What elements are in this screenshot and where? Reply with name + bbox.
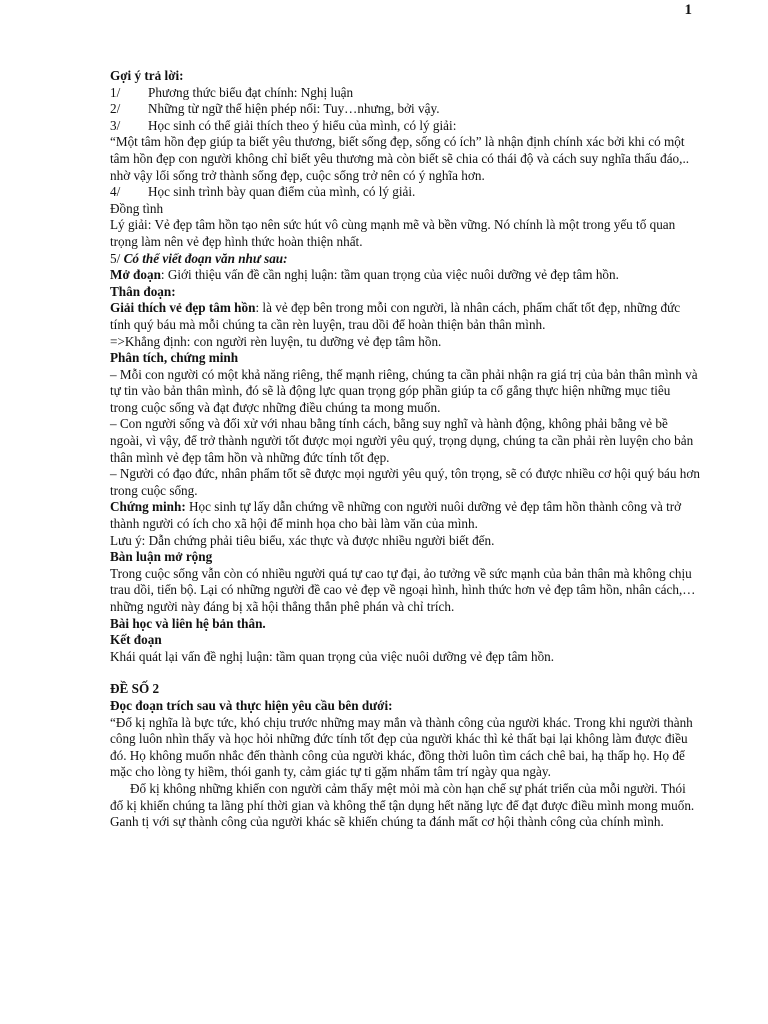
item-number: 3/ (110, 117, 121, 133)
analysis-point: – Mỗi con người có một khả năng riêng, thế mạnh riêng, chúng ta cần phải nhận ra giá trị của bản thân mình và tự tin vào bản thân mình, đó sẽ là động lực quan trọng góp phần giúp ta cố gắng thực hiện những mục tiêu trong cuộc sống và đạt được những điều chúng ta mong muốn. (110, 366, 698, 415)
item5-number: 5/ (110, 250, 121, 266)
discuss-paragraph: Trong cuộc sống vẫn còn có nhiều người quá tự cao tự đại, ảo tưởng về sức mạnh của bản thân mà không chịu trau dồi, tiến bộ. Lại có những người đề cao vẻ đẹp về ngoại hình, hình thức hơn vẻ đẹp tâm hồn, nhân cách,… những người này đáng bị xã hội thẳng thắn phê phán và chỉ trích. (110, 565, 696, 614)
item-number: 2/ (110, 101, 121, 117)
item-text: Phương thức biểu đạt chính: Nghị luận (148, 84, 354, 100)
hint-heading: Gợi ý trả lời: (110, 68, 184, 83)
agree-text: Đồng tình (110, 200, 164, 216)
analysis-point: – Người có đạo đức, nhân phẩm tốt sẽ được mọi người yêu quý, tôn trọng, sẽ có được nhiều cơ hội quý báu hơn trong cuộc sống. (110, 466, 700, 498)
proof-label: Chứng minh: (110, 499, 186, 515)
exam2-instruction: Đọc đoạn trích sau và thực hiện yêu cầu bên dưới: (110, 697, 393, 713)
item-number: 1/ (110, 84, 121, 100)
proof-line (110, 499, 700, 532)
document-body (110, 68, 700, 831)
analysis-point: – Con người sống và đối xử với nhau bằng tính cách, bằng suy nghĩ và hành động, không phải bằng vẻ bề ngoài, vì vậy, để trở thành người tốt được mọi người yêu quý, trọng dụng, chúng ta cần phải rèn luyện cho bản thân mình vẻ đẹp tâm hồn và những đức tính tốt đẹp. (110, 416, 694, 465)
proof-text: Học sinh tự lấy dẫn chứng về những con người nuôi dưỡng vẻ đẹp tâm hồn thành công và trở thành người có ích cho xã hội để minh họa cho bài làm văn của mình. (110, 499, 682, 532)
item-text: Những từ ngữ thể hiện phép nối: Tuy…nhưng, bởi vậy. (148, 101, 440, 117)
item-number: 4/ (110, 184, 121, 200)
body-label: Thân đoạn: (110, 283, 176, 299)
section-spacer (110, 665, 700, 681)
explain-text: : là vẻ đẹp bên trong mỗi con người, là nhân cách, phẩm chất tốt đẹp, những đức tính quý báu mà mỗi chúng ta cần rèn luyện, trau dồi để hoàn thiện bản thân mình. (110, 300, 681, 332)
exam2-title: ĐỀ SỐ 2 (110, 681, 160, 697)
item5-label: Có thể viết đoạn văn như sau: (123, 250, 288, 266)
intro-text: : Giới thiệu vấn đề cần nghị luận: tầm quan trọng của việc nuôi dưỡng vẻ đẹp tâm hồn. (160, 267, 619, 283)
exam2-paragraph-2: Đố kị không những khiến con người cảm thấy mệt mỏi mà còn hạn chế sự phát triển của mỗi người. Thói đố kị khiến chúng ta lãng phí thời gian và không thể tận dụng hết năng lực để đạt được điều mình mong muốn. Ganh tị với sự thành công của người khác sẽ khiến chúng ta đánh mất cơ hội thành công của chính mình. (110, 780, 695, 830)
list-item (110, 85, 700, 102)
explain-line (110, 300, 700, 333)
explain-label: Giải thích vẻ đẹp tâm hồn (110, 300, 256, 316)
reason-paragraph: Lý giải: Vẻ đẹp tâm hồn tạo nên sức hút vô cùng mạnh mẽ và bền vững. Nó chính là một trong yếu tố quan trọng làm nên vẻ đẹp hình thức hoàn thiện nhất. (110, 217, 676, 249)
conclusion-label: Kết đoạn (110, 632, 162, 648)
intro-line (110, 267, 700, 284)
analysis-label: Phân tích, chứng minh (110, 350, 239, 366)
item-text: Học sinh có thể giải thích theo ý hiểu của mình, có lý giải: (148, 117, 457, 133)
intro-label: Mở đoạn (110, 267, 161, 283)
affirm-line: =>Khẳng định: con người rèn luyện, tu dưỡng vẻ đẹp tâm hồn. (110, 333, 442, 349)
exam2-paragraph-1: “Đố kị nghĩa là bực tức, khó chịu trước những may mắn và thành công của người khác. Trong khi người thành công luôn nhìn thấy và học hỏi những đức tính tốt đẹp của người khác thì kẻ thất bại lại không làm được điều đó. Họ không muốn nhắc đến thành công của người khác, đồng thời luôn tìm cách chê bai, hạ thấp họ. Họ để mặc cho lòng ty hiềm, thói ganh ty, cảm giác tự ti gặm nhấm tâm trí ngày qua ngày. (110, 714, 693, 780)
lesson-label: Bài học và liên hệ bản thân. (110, 615, 266, 631)
page-number: 1 (684, 2, 692, 18)
item5-line (110, 251, 700, 268)
item3-paragraph: “Một tâm hồn đẹp giúp ta biết yêu thương, biết sống đẹp, sống có ích” là nhận định chính xác bởi khi có một tâm hồn đẹp con người không chỉ biết yêu thương mà còn biết sẽ chia có thái độ và cách suy nghĩa thấu đáo,.. nhờ vậy lối sống trở thành sống đẹp, cuộc sống trở nên có ý nghĩa hơn. (110, 134, 690, 183)
list-item (110, 118, 700, 135)
note-line: Lưu ý: Dẫn chứng phải tiêu biểu, xác thực và được nhiều người biết đến. (110, 532, 495, 548)
list-item (110, 184, 700, 201)
discuss-label: Bàn luận mở rộng (110, 549, 213, 565)
conclusion-paragraph: Khái quát lại vấn đề nghị luận: tầm quan trọng của việc nuôi dưỡng vẻ đẹp tâm hồn. (110, 648, 555, 664)
list-item (110, 101, 700, 118)
item-text: Học sinh trình bày quan điểm của mình, có lý giải. (148, 184, 416, 200)
